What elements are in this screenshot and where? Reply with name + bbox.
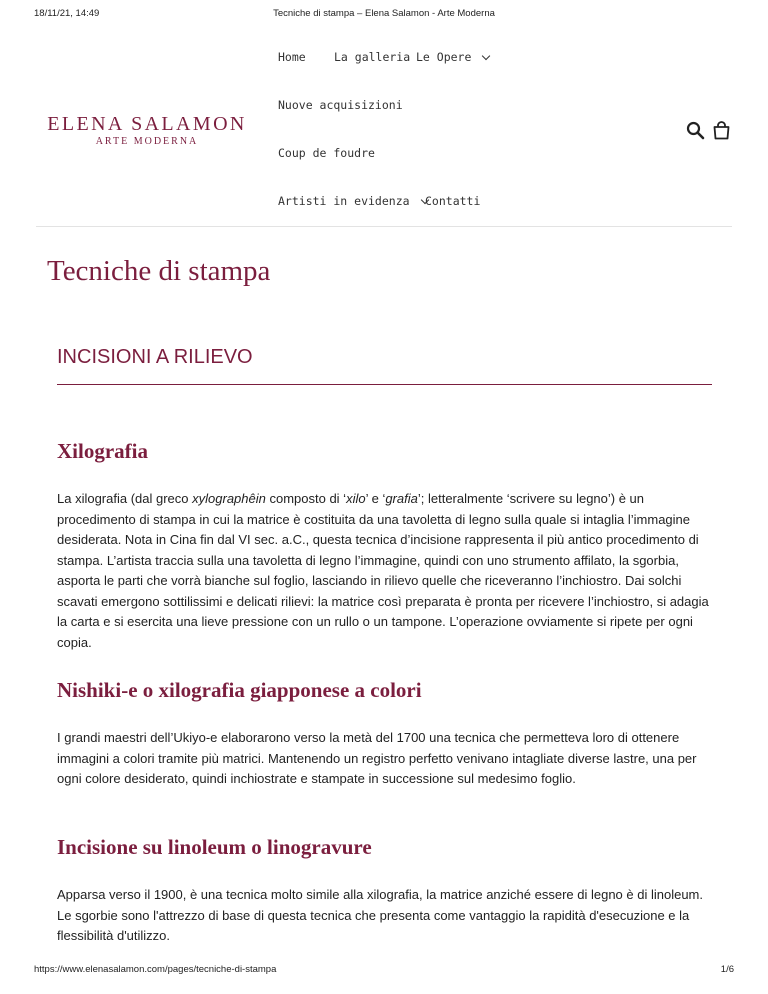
heading-linoleum: Incisione su linoleum o linogravure <box>57 835 372 859</box>
print-doc-title: Tecniche di stampa – Elena Salamon - Arte Moderna <box>273 8 495 19</box>
paragraph-xilografia: La xilografia (dal greco xylographêin composto di ‘xilo’ e ‘grafia’; letteralmente ‘scrivere su legno’) è un procedimento di stampa in cui la matrice è costituita da una tavoletta di legno sulla quale si intaglia l’immagine desiderata. Nota in Cina fin dal VI sec. a.C., questa tecnica d’incisione rappresenta il più antico procedimento di stampa. L’artista traccia sulla una tavoletta di legno l’immagine, quindi con uno strumento affilato, la sgorbia, asporta le parti che vorrà bianche sul foglio, lasciando in rilievo quelle che riceveranno l’inchiostro. Dai solchi scavati emergono sottilissimi e delicati rilievi: la matrice così preparata è pronta per ricevere l’inchiostro, si adagia la carta e si esercita una lieve pressione con un rullo o un tampone. L’operazione ovviamente si ripete per ogni copia. <box>57 491 709 650</box>
search-icon[interactable] <box>686 121 705 145</box>
nav-item-home[interactable] <box>278 50 306 64</box>
paragraph-nishiki-e: I grandi maestri dell’Ukiyo-e elaborarono verso la metà del 1700 una tecnica che permetteva loro di ottenere immagini a colori tramite più matrici. Mantenendo un registro perfetto venivano intagliate diverse lastre, una per ogni colore desiderato, quindi inchiostrate e stampate in successione sul medesimo foglio. <box>57 730 697 786</box>
nav-item-works[interactable] <box>416 50 489 64</box>
logo-name: ELENA SALAMON <box>47 113 247 135</box>
site-logo[interactable] <box>40 113 254 147</box>
nav-works-label: Le Opere <box>416 50 472 64</box>
nav-item-contacts[interactable] <box>425 194 480 208</box>
chevron-down-icon <box>482 51 490 59</box>
nav-gallery-label: La galleria <box>334 50 411 64</box>
page-title: Tecniche di stampa <box>47 255 271 287</box>
print-datetime: 18/11/21, 14:49 <box>34 8 100 19</box>
nav-item-new-acquisitions[interactable] <box>278 98 403 112</box>
nav-item-coup-de-foudre[interactable] <box>278 146 375 160</box>
nav-new-acquisitions-label: Nuove acquisizioni <box>278 98 403 112</box>
nav-home-label: Home <box>278 50 306 64</box>
print-page-number: 1/6 <box>720 964 734 975</box>
nav-item-gallery[interactable] <box>334 50 410 64</box>
section-title: INCISIONI A RILIEVO <box>57 346 253 368</box>
header-icons <box>686 121 730 145</box>
section-divider <box>57 384 712 385</box>
logo-subtitle: ARTE MODERNA <box>95 136 199 147</box>
cart-icon[interactable] <box>713 121 730 145</box>
nav-item-featured-artists[interactable] <box>278 194 428 208</box>
heading-xilografia: Xilografia <box>57 439 148 463</box>
nav-featured-artists-label: Artisti in evidenza <box>278 194 410 208</box>
print-url: https://www.elenasalamon.com/pages/tecniche-di-stampa <box>34 964 277 975</box>
heading-nishiki-e: Nishiki-e o xilografia giapponese a colori <box>57 678 422 702</box>
nav-coup-de-foudre-label: Coup de foudre <box>278 146 375 160</box>
nav-contacts-label: Contatti <box>425 194 481 208</box>
header-divider <box>36 226 732 227</box>
paragraph-linoleum: Apparsa verso il 1900, è una tecnica molto simile alla xilografia, la matrice anziché essere di legno è di linoleum. Le sgorbie sono l'attrezzo di base di questa tecnica che presenta come vantaggio la rapidità d'esecuzione e la flessibilità d'utilizzo. <box>57 887 704 943</box>
